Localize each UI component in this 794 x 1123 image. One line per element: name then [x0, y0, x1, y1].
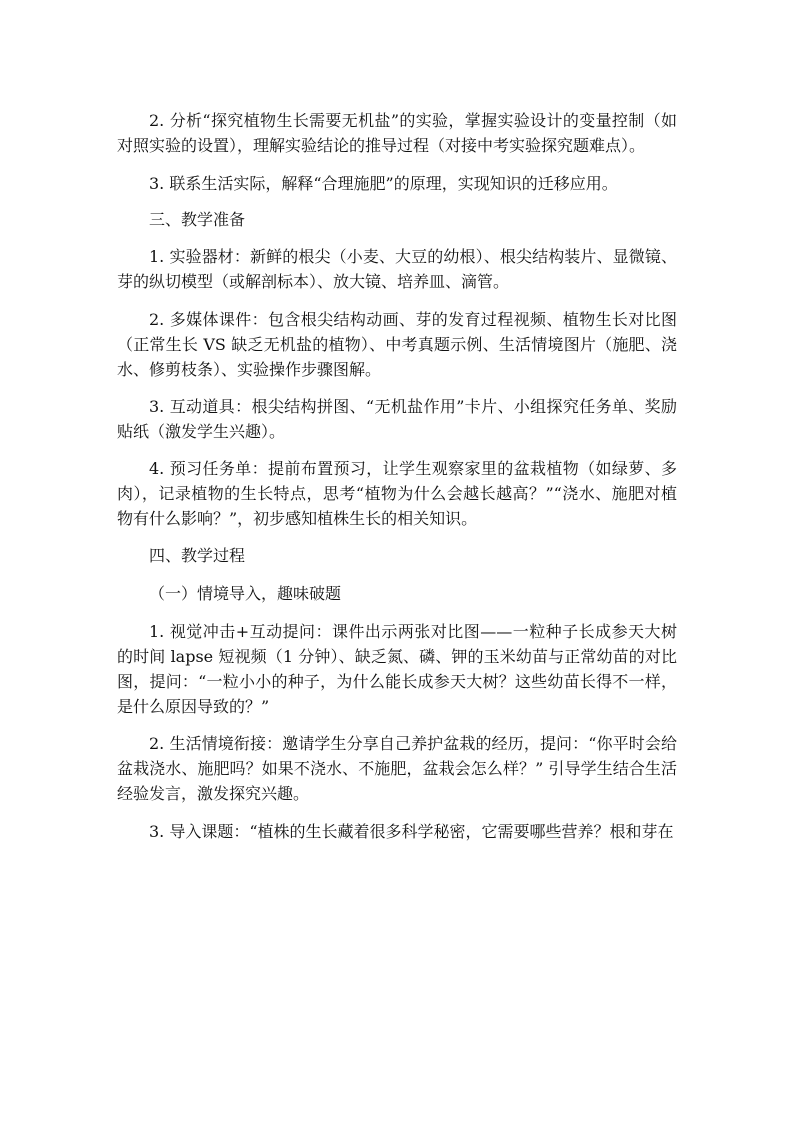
paragraph-process-3: 3. 导入课题：“植株的生长藏着很多科学秘密，它需要哪些营养？根和芽在 — [149, 822, 674, 841]
paragraph-prep-1: 1. 实验器材：新鲜的根尖（小麦、大豆的幼根）、根尖结构装片、显微镜、芽的纵切模型（或解剖标本）、放大镜、培养皿、滴管。 — [117, 247, 677, 291]
paragraph-objective-3: 3. 联系生活实际，解释“合理施肥”的原理，实现知识的迁移应用。 — [149, 174, 618, 193]
section-heading-preparation: 三、教学准备 — [149, 210, 246, 229]
section-heading-process: 四、教学过程 — [149, 546, 246, 565]
paragraph-prep-3: 3. 互动道具：根尖结构拼图、“无机盐作用”卡片、小组探究任务单、奖励贴纸（激发学生兴趣）。 — [117, 397, 677, 441]
paragraph-process-2: 2. 生活情境衔接：邀请学生分享自己养护盆栽的经历，提问：“你平时会给盆栽浇水、施肥吗？如果不浇水、不施肥，盆栽会怎么样？” 引导学生结合生活经验发言，激发探究兴趣。 — [117, 734, 677, 803]
paragraph-prep-2: 2. 多媒体课件：包含根尖结构动画、芽的发育过程视频、植物生长对比图（正常生长 VS 缺乏无机盐的植物）、中考真题示例、生活情境图片（施肥、浇水、修剪枝条）、实验操作步骤图解。 — [117, 310, 677, 379]
paragraph-process-1: 1. 视觉冲击+互动提问：课件出示两张对比图——一粒种子长成参天大树的时间 lapse 短视频（1 分钟）、缺乏氮、磷、钾的玉米幼苗与正常幼苗的对比图，提问：“一粒小小的种子，为什么能长成参天大树？这些幼苗长得不一样，是什么原因导致的？” — [117, 622, 677, 716]
paragraph-objective-2: 2. 分析“探究植物生长需要无机盐”的实验，掌握实验设计的变量控制（如对照实验的设置），理解实验结论的推导过程（对接中考实验探究题难点）。 — [117, 111, 677, 155]
document-page — [117, 108, 677, 844]
paragraph-prep-4: 4. 预习任务单：提前布置预习，让学生观察家里的盆栽植物（如绿萝、多肉），记录植物的生长特点，思考“植物为什么会越长越高？”“浇水、施肥对植物有什么影响？”，初步感知植株生长的相关知识。 — [117, 459, 677, 528]
subsection-heading-intro: （一）情境导入，趣味破题 — [149, 584, 342, 603]
